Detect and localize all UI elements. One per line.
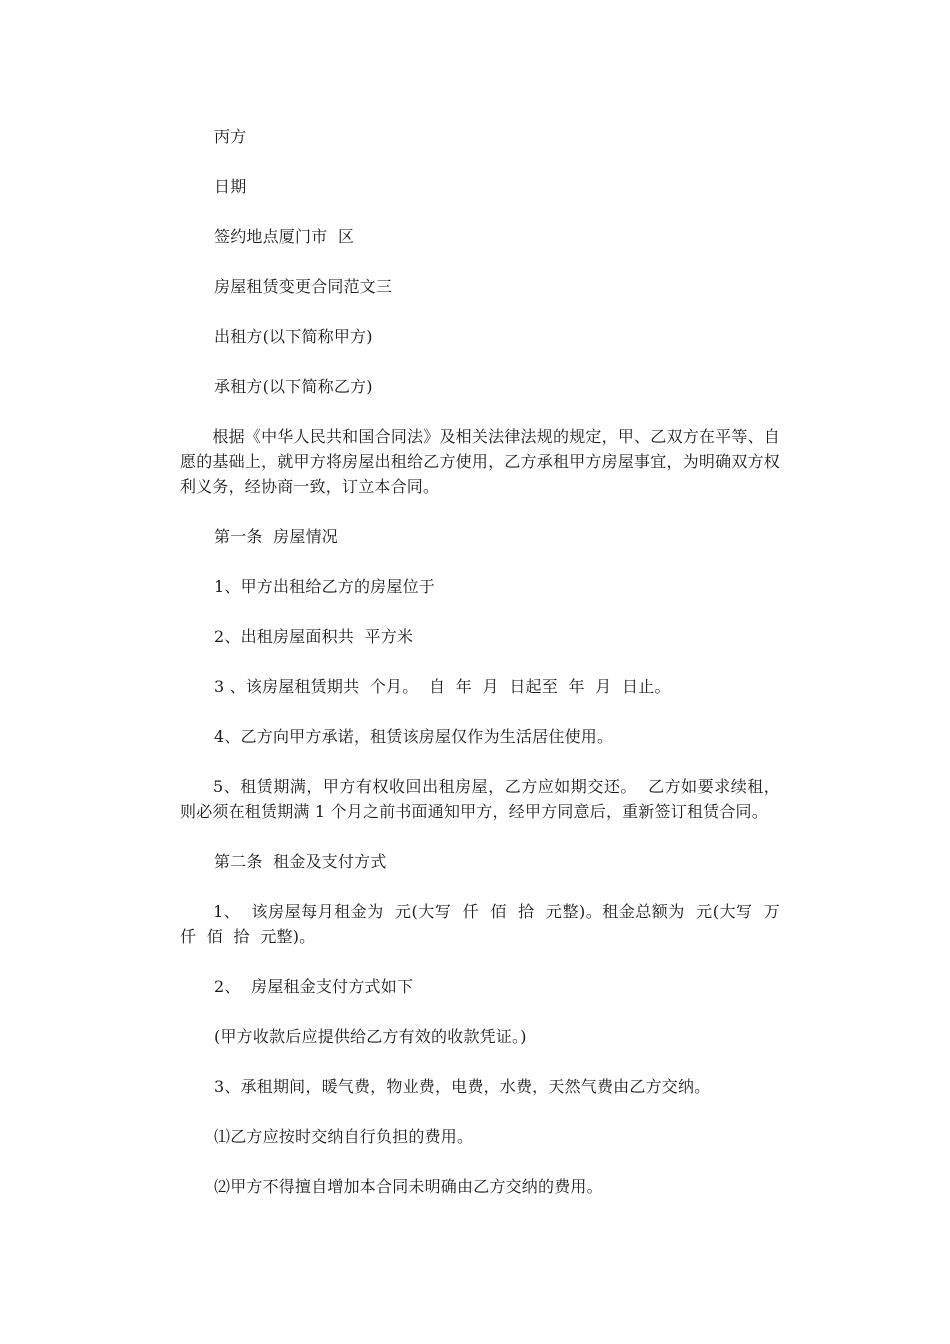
clause-1-4: 4、乙方向甲方承诺，租赁该房屋仅作为生活居住使用。 <box>214 727 614 746</box>
article-one-heading: 第一条 房屋情况 <box>214 527 338 546</box>
sub-clause-2: ⑵甲方不得擅自增加本合同未明确由乙方交纳的费用。 <box>214 1177 603 1196</box>
article-two-heading: 第二条 租金及支付方式 <box>214 852 387 871</box>
party-c-line: 丙方 <box>214 127 247 146</box>
clause-2-1-paragraph: 1、 该房屋每月租金为 元(大写 仟 佰 拾 元整)。租金总额为 元(大写 万仟 佰 拾 元整)。 <box>180 902 780 946</box>
contract-title-line: 房屋租赁变更合同范文三 <box>214 277 393 296</box>
clause-2-3: 3、承租期间，暖气费，物业费，电费，水费，天然气费由乙方交纳。 <box>214 1077 711 1096</box>
lessee-line: 承租方(以下简称乙方) <box>214 377 373 396</box>
signing-location-line: 签约地点厦门市 区 <box>214 227 355 246</box>
clause-1-5-paragraph: 5、租赁期满，甲方有权收回出租房屋，乙方应如期交还。 乙方如要求续租，则必须在租赁期满 1 个月之前书面通知甲方，经甲方同意后，重新签订租赁合同。 <box>180 777 780 821</box>
sub-clause-1: ⑴乙方应按时交纳自行负担的费用。 <box>214 1127 474 1146</box>
lessor-line: 出租方(以下简称甲方) <box>214 327 373 346</box>
clause-2-2: 2、 房屋租金支付方式如下 <box>214 977 414 996</box>
clause-1-3: 3 、该房屋租赁期共 个月。 自 年 月 日起至 年 月 日止。 <box>214 677 671 696</box>
receipt-note-line: (甲方收款后应提供给乙方有效的收款凭证。) <box>214 1027 527 1046</box>
preamble-paragraph: 根据《中华人民共和国合同法》及相关法律法规的规定，甲、乙双方在平等、自愿的基础上，就甲方将房屋出租给乙方使用，乙方承租甲方房屋事宜，为明确双方权利义务，经协商一致，订立本合同。 <box>180 427 780 496</box>
date-line: 日期 <box>214 177 247 196</box>
clause-1-2: 2、出租房屋面积共 平方米 <box>214 627 414 646</box>
clause-1-1: 1、甲方出租给乙方的房屋位于 <box>214 577 435 596</box>
